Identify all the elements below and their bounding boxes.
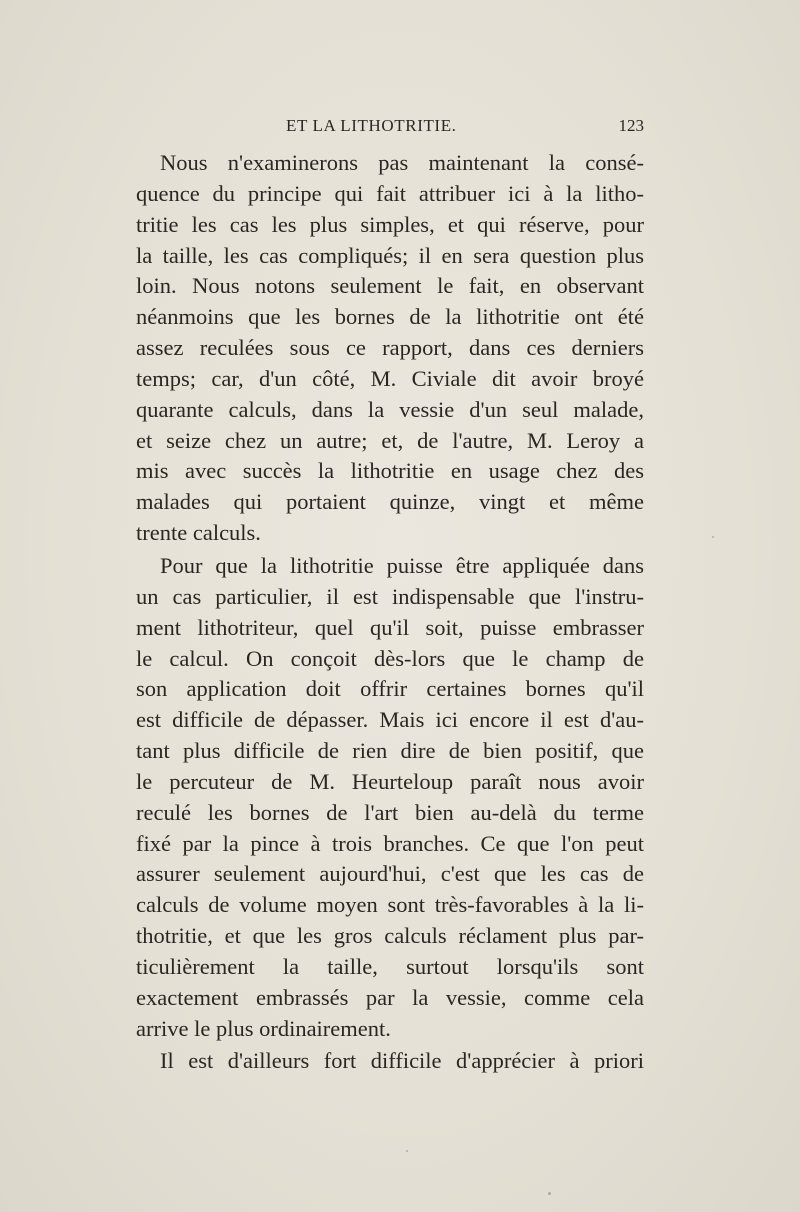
text-line: quarante calculs, dans la vessie d'un seul malade,: [136, 396, 644, 422]
paragraph-2: [136, 551, 644, 1045]
text-line: reculé les bornes de l'art bien au-delà du terme: [136, 799, 644, 825]
text-line: exactement embrassés par la vessie, comme cela: [136, 984, 644, 1010]
text-line: le percuteur de M. Heurteloup paraît nous avoir: [136, 768, 644, 794]
text-line: calculs de volume moyen sont très-favorables à la li-: [136, 892, 644, 918]
paper-speck: [406, 1150, 408, 1152]
text-line: thotritie, et que les gros calculs réclament plus par-: [136, 923, 644, 949]
text-line: un cas particulier, il est indispensable que l'instru-: [136, 583, 644, 609]
text-line: temps; car, d'un côté, M. Civiale dit avoir broyé: [136, 365, 644, 391]
text-line: assez reculées sous ce rapport, dans ces derniers: [136, 335, 644, 361]
paper-speck: [548, 1192, 551, 1195]
text-line: est difficile de dépasser. Mais ici encore il est d'au-: [136, 707, 644, 733]
text-line: ment lithotriteur, quel qu'il soit, puisse embrasser: [136, 614, 644, 640]
text-line: le calcul. On conçoit dès-lors que le champ de: [136, 645, 644, 671]
text-line: tant plus difficile de rien dire de bien positif, que: [136, 738, 644, 764]
text-line: Il est d'ailleurs fort difficile d'apprécier à priori: [160, 1048, 644, 1074]
text-line: tritie les cas les plus simples, et qui réserve, pour: [136, 211, 644, 237]
text-line: mis avec succès la lithotritie en usage chez des: [136, 458, 644, 484]
paper-speck: [712, 536, 714, 538]
text-line: loin. Nous notons seulement le fait, en observant: [136, 273, 644, 299]
paragraph-1: [136, 148, 644, 549]
text-line: assurer seulement aujourd'hui, c'est que les cas de: [136, 861, 644, 887]
text-line: la taille, les cas compliqués; il en sera question plus: [136, 242, 644, 268]
text-line: Nous n'examinerons pas maintenant la consé-: [160, 150, 644, 175]
body-text: [136, 148, 644, 1077]
text-line: Pour que la lithotritie puisse être appliquée dans: [160, 552, 644, 578]
page-header: [134, 116, 644, 142]
text-line: fixé par la pince à trois branches. Ce que l'on peut: [136, 830, 644, 856]
text-line: malades qui portaient quinze, vingt et même: [136, 489, 644, 515]
text-line: trente calculs.: [136, 520, 261, 546]
running-head: ET LA LITHOTRITIE.: [286, 116, 457, 135]
paragraph-3: [136, 1046, 644, 1077]
page-number: 123: [618, 116, 644, 135]
text-line: ticulièrement la taille, surtout lorsqu'ils sont: [136, 953, 644, 979]
text-line: quence du principe qui fait attribuer ici à la litho-: [136, 180, 644, 206]
text-line: néanmoins que les bornes de la lithotritie ont été: [136, 304, 644, 330]
text-line: et seize chez un autre; et, de l'autre, M. Leroy a: [136, 427, 644, 453]
text-line: arrive le plus ordinairement.: [136, 1015, 391, 1041]
text-line: son application doit offrir certaines bornes qu'il: [136, 676, 644, 702]
